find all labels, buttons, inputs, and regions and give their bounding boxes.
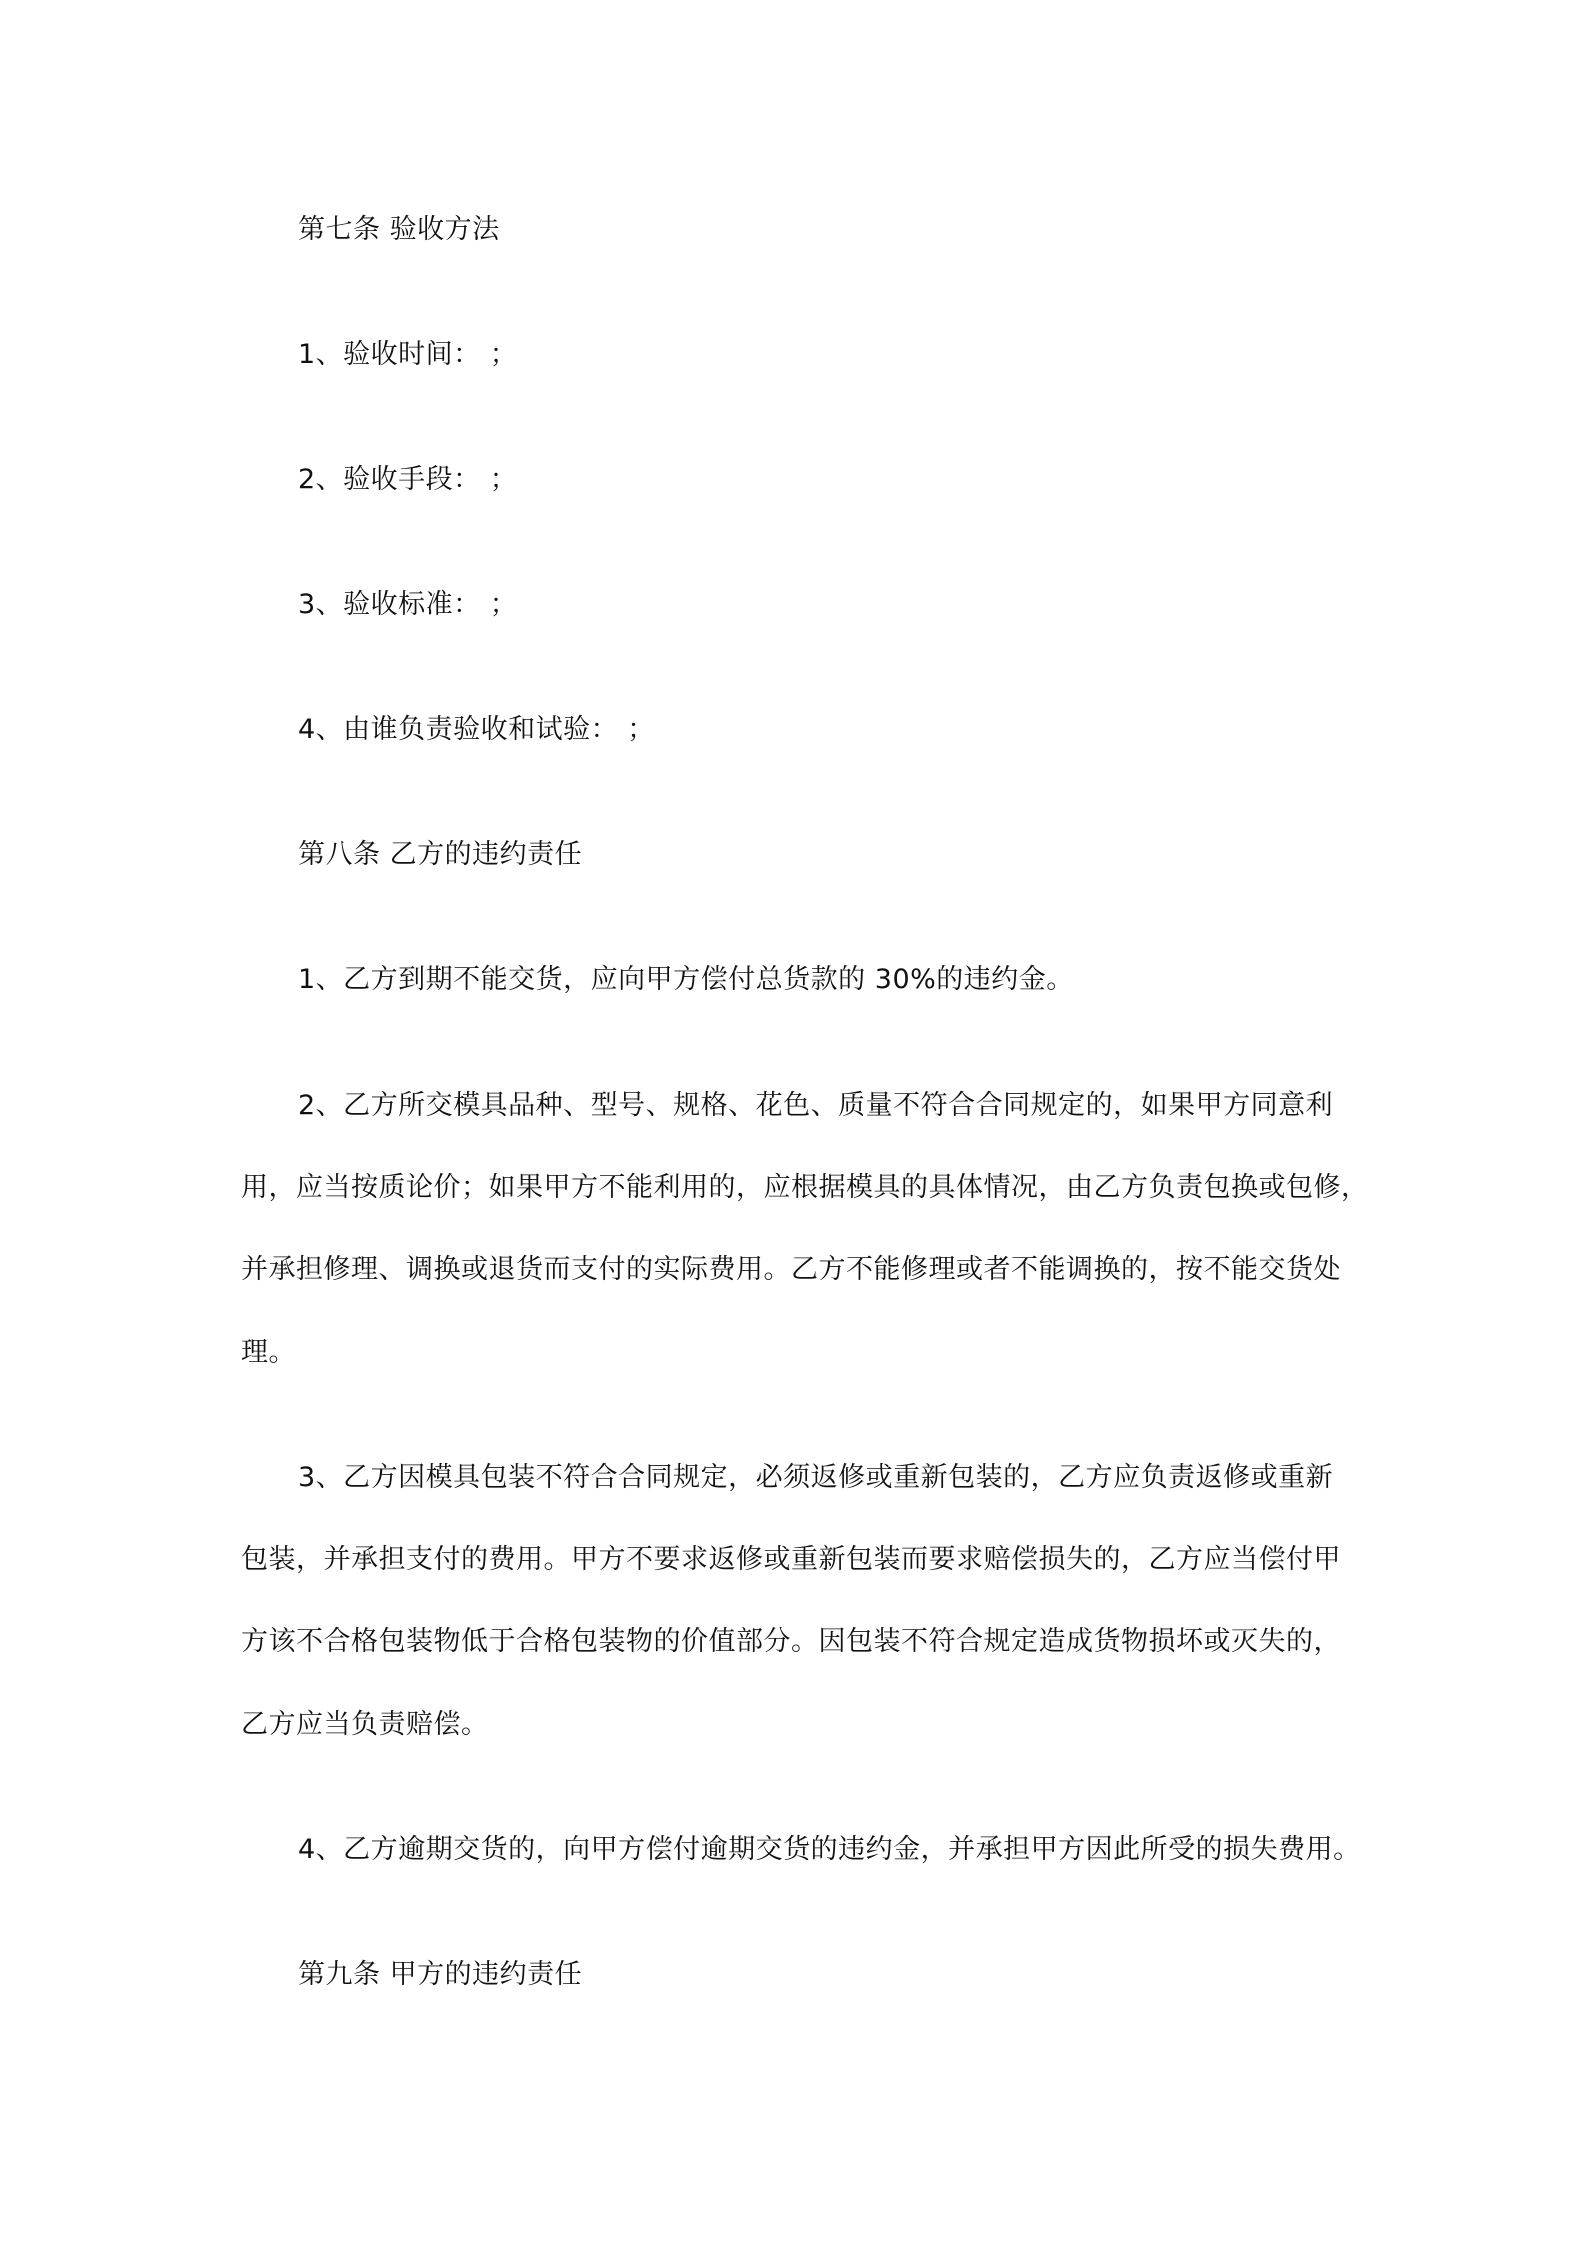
section-7-item-1: 1、验收时间： ；	[298, 339, 518, 370]
section-8-paragraph-2-line-1: 2、乙方所交模具品种、型号、规格、花色、质量不符合合同规定的，如果甲方同意利	[298, 1090, 1334, 1121]
section-7-item-3: 3、验收标准： ；	[298, 589, 518, 620]
section-7-item-4: 4、由谁负责验收和试验： ；	[298, 714, 655, 745]
section-8-paragraph-2-line-2: 用，应当按质论价；如果甲方不能利用的，应根据模具的具体情况，由乙方负责包换或包修，	[241, 1172, 1369, 1203]
section-8-paragraph-2-line-3: 并承担修理、调换或退货而支付的实际费用。乙方不能修理或者不能调换的，按不能交货处	[241, 1254, 1341, 1285]
section-8-heading: 第八条 乙方的违约责任	[298, 839, 583, 870]
section-8-paragraph-3-line-1: 3、乙方因模具包装不符合合同规定，必须返修或重新包装的，乙方应负责返修或重新	[298, 1462, 1334, 1493]
section-8-paragraph-1: 1、乙方到期不能交货，应向甲方偿付总货款的 30%的违约金。	[298, 964, 1074, 995]
section-8-paragraph-3-line-4: 乙方应当负责赔偿。	[241, 1709, 489, 1740]
section-8-paragraph-2-line-4: 理。	[241, 1337, 296, 1368]
section-8-paragraph-3-line-3: 方该不合格包装物低于合格包装物的价值部分。因包装不符合规定造成货物损坏或灭失的，	[241, 1626, 1341, 1657]
section-7-item-2: 2、验收手段： ；	[298, 464, 518, 495]
section-8-paragraph-3-line-2: 包装，并承担支付的费用。甲方不要求返修或重新包装而要求赔偿损失的，乙方应当偿付甲	[241, 1544, 1341, 1575]
section-8-paragraph-4: 4、乙方逾期交货的，向甲方偿付逾期交货的违约金，并承担甲方因此所受的损失费用。	[298, 1834, 1361, 1865]
section-7-heading: 第七条 验收方法	[298, 214, 500, 245]
section-9-heading: 第九条 甲方的违约责任	[298, 1959, 583, 1990]
